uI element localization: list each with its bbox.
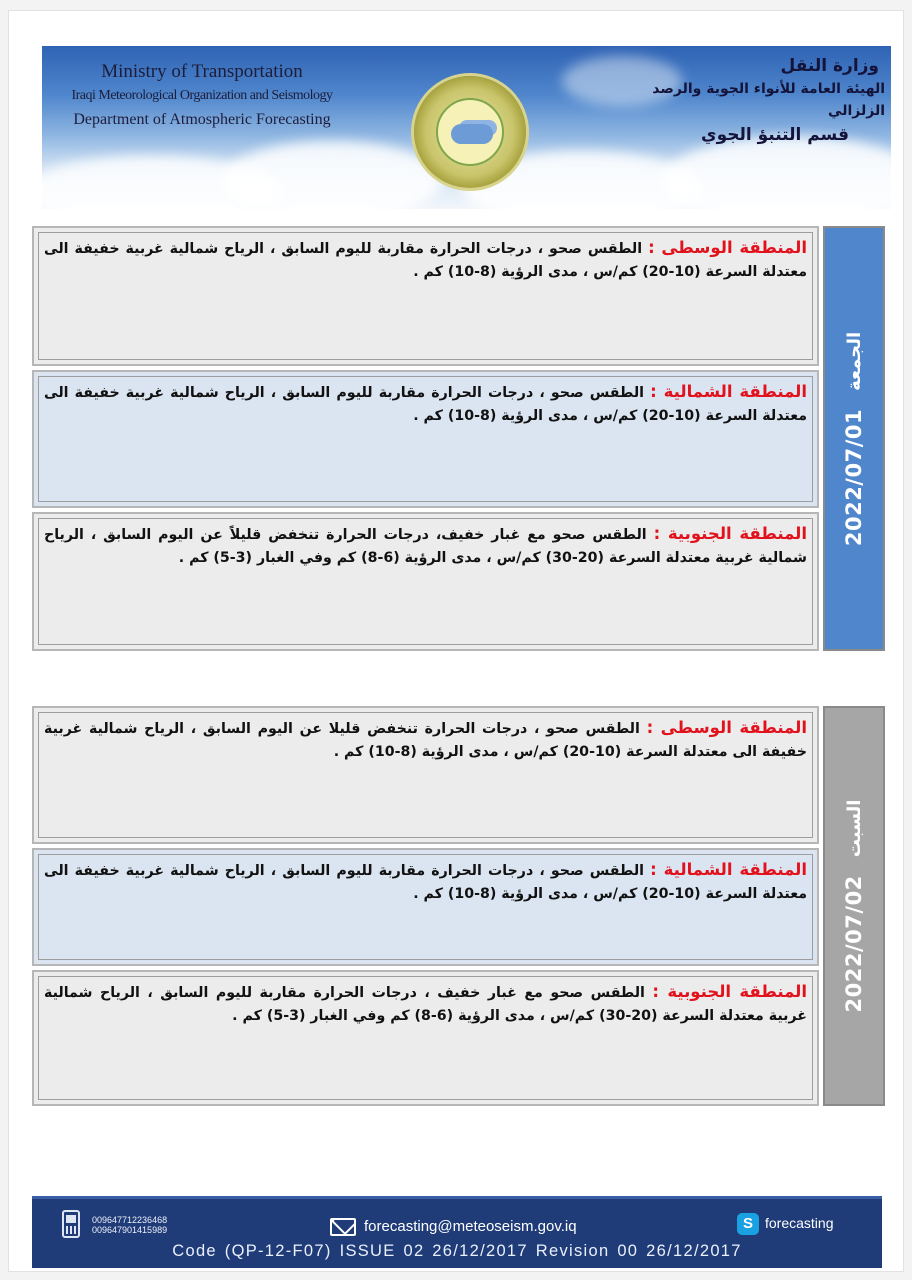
- ministry-name-en: Ministry of Transportation: [101, 61, 303, 82]
- region-forecast-text: الطقس صحو مع غبار خفيف ، درجات الحرارة مقاربة لليوم السابق ، الرياح شمالية غربية معتدلة السرعة (20-30) كم/س ، مدى الرؤية (6-8) كم وفي الغبار (3-5) كم .: [44, 985, 807, 1024]
- region-title: المنطقة الشمالية :: [650, 382, 807, 401]
- phone-icon: [62, 1210, 80, 1238]
- header-arabic-text: [629, 54, 885, 148]
- region-forecast-box: [32, 226, 819, 366]
- region-forecast-text: الطقس صحو ، درجات الحرارة مقاربة لليوم السابق ، الرياح شمالية غربية خفيفة الى معتدلة السرعة (10-20) كم/س ، مدى الرؤية (8-10) كم .: [44, 241, 807, 280]
- phone-numbers: [92, 1215, 167, 1235]
- ministry-name-ar: وزارة النقل: [780, 56, 879, 76]
- date-sidebar: [823, 706, 885, 1106]
- forecast-date: 2022/07/01: [842, 408, 866, 546]
- forecast-day: الجمعة: [843, 331, 865, 391]
- region-title: المنطقة الوسطى :: [646, 718, 807, 737]
- phone-number: 009647901415989: [92, 1225, 168, 1235]
- day-forecast-section: [32, 706, 885, 1106]
- organization-name-ar: الهيئة العامة للأنواء الجوية والرصد الزلزالي: [652, 81, 885, 119]
- region-forecast-text: الطقس صحو ، درجات الحرارة مقاربة لليوم السابق ، الرياح شمالية غربية خفيفة الى معتدلة السرعة (10-20) كم/س ، مدى الرؤية (8-10) كم .: [44, 863, 807, 902]
- skype-handle: forecasting: [765, 1215, 834, 1231]
- document-code-line: Code (QP-12-F07) ISSUE 02 26/12/2017 Revision 00 26/12/2017: [172, 1242, 742, 1260]
- mail-icon: [330, 1218, 356, 1236]
- forecast-day: السبت: [843, 799, 865, 858]
- department-name-en: Department of Atmospheric Forecasting: [73, 111, 331, 128]
- region-forecast-box: [32, 706, 819, 844]
- region-title: المنطقة الشمالية :: [650, 860, 807, 879]
- region-title: المنطقة الجنوبية :: [653, 524, 807, 543]
- organization-logo-icon: [414, 76, 526, 188]
- contact-footer: [32, 1196, 882, 1268]
- department-name-ar: قسم التنبؤ الجوي: [701, 125, 849, 145]
- region-forecast-text: الطقس صحو ، درجات الحرارة تنخفض قليلا عن اليوم السابق ، الرياح شمالية غربية خفيفة الى معتدلة السرعة (10-20) كم/س ، مدى الرؤية (8-10) كم .: [44, 721, 807, 760]
- skype-icon: S: [737, 1213, 759, 1235]
- region-title: المنطقة الوسطى :: [648, 238, 807, 257]
- header-english-text: [42, 60, 362, 131]
- region-forecast-box: [32, 370, 819, 508]
- region-forecast-text: الطقس صحو مع غبار خفيف، درجات الحرارة تنخفض قليلاً عن اليوم السابق ، الرياح شمالية غربية معتدلة السرعة (20-30) كم/س ، مدى الرؤية (6-8) كم وفي الغبار (3-5) كم .: [44, 527, 807, 566]
- region-forecast-text: الطقس صحو ، درجات الحرارة مقاربة لليوم السابق ، الرياح شمالية غربية خفيفة الى معتدلة السرعة (10-20) كم/س ، مدى الرؤية (8-10) كم .: [44, 385, 807, 424]
- region-forecast-box: [32, 848, 819, 966]
- date-sidebar: [823, 226, 885, 651]
- day-forecast-section: [32, 226, 885, 651]
- organization-name-en: Iraqi Meteorological Organization and Seismology: [71, 88, 333, 103]
- forecast-date: 2022/07/02: [842, 875, 866, 1013]
- header-banner: [42, 46, 891, 209]
- email-address[interactable]: forecasting@meteoseism.gov.iq: [364, 1218, 577, 1235]
- region-forecast-box: [32, 512, 819, 651]
- region-title: المنطقة الجنوبية :: [652, 982, 807, 1001]
- region-forecast-box: [32, 970, 819, 1106]
- phone-number: 009647712236468: [92, 1215, 168, 1225]
